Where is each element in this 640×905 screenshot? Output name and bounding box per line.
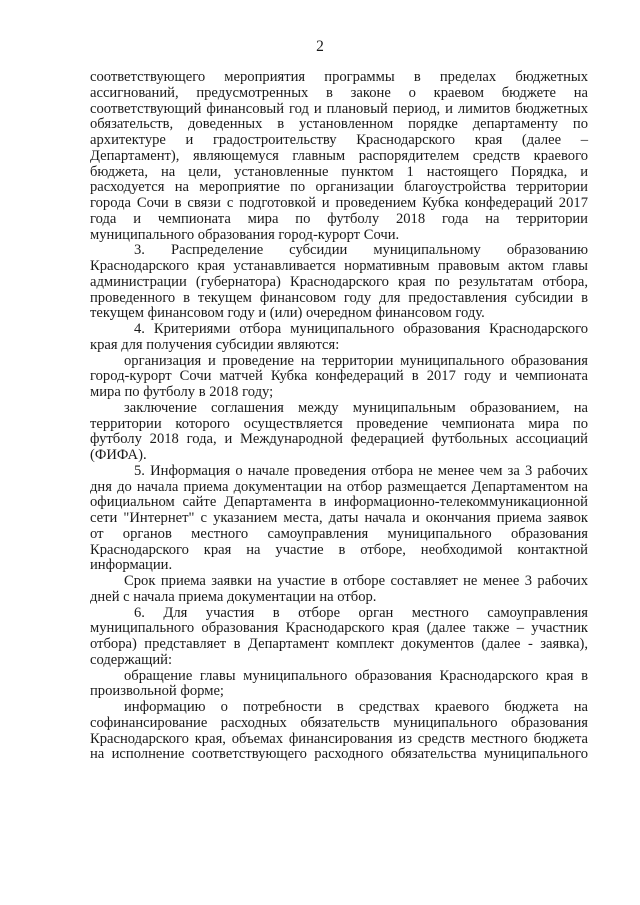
text-line: 5. Информация о начале проведения отбора не менее чем за 3 рабочих (134, 462, 588, 479)
text-line: проведенного в текущем финансовом году для предоставления субсидии в (90, 289, 588, 306)
text-line: расходуется на мероприятие по организации благоустройства территории (90, 179, 588, 196)
text-line: Краснодарского края, объемах финансирования из средств местного бюджета (90, 730, 588, 747)
text-line: информацию о потребности в средствах краевого бюджета на (124, 699, 588, 715)
text-line: дней с начала приема документации на отбор. (90, 588, 377, 605)
text-line: Департамент), являющемуся главным распорядителем средств краевого (90, 147, 588, 164)
text-line: город-курорт Сочи матчей Кубка конфедераций в 2017 году и чемпионата (90, 368, 588, 385)
text-line: информации. (90, 557, 173, 574)
text-line: бюджета, на цели, установленные пунктом 1 настоящего Порядка, и (90, 163, 588, 180)
text-line: соответствующий финансовый год и плановый период, и лимитов бюджетных (90, 100, 588, 117)
text-line: ассигнований, предусмотренных в законе о краевом бюджете на (90, 84, 588, 101)
text-line: соответствующего мероприятия программы в пределах бюджетных (90, 69, 588, 85)
text-line: территории которого осуществляется проведение чемпионата мира по (90, 415, 588, 432)
text-line: текущем финансовом году и (или) очередном финансовом году. (90, 305, 485, 322)
text-line: на исполнение соответствующего расходного обязательства муниципального (90, 746, 588, 763)
text-line: мира по футболу в 2018 году; (90, 384, 274, 400)
text-line: Краснодарского края устанавливается нормативным правовым актом главы (90, 258, 588, 274)
text-line: содержащий: (90, 651, 173, 668)
text-line: края для получения субсидии являются: (90, 336, 340, 353)
text-line: 3. Распределение субсидии муниципальному образованию (134, 242, 588, 259)
page-number: 2 (316, 38, 324, 55)
text-line: 6. Для участия в отборе орган местного самоуправления (134, 604, 588, 621)
text-line: сети "Интернет" с указанием места, даты начала и окончания приема заявок (90, 510, 588, 526)
text-line: обязательств, доведенных в установленном порядке департаменту по (90, 116, 588, 133)
text-line: администрации (губернатора) Краснодарского края по результатам отбора, (90, 273, 588, 290)
document-body (90, 70, 588, 763)
text-line: муниципального образования Краснодарского края (далее также – участник (90, 620, 588, 637)
text-line: дня до начала приема документации на отбор размещается Департаментом на (90, 478, 588, 495)
text-line: официальном сайте Департамента в информационно-телекоммуникационной (90, 494, 588, 511)
text-line: организация и проведение на территории муниципального образования (124, 352, 588, 369)
text-line: архитектуре и градостроительству Краснодарского края (далее – (90, 132, 588, 148)
text-line: произвольной форме; (90, 683, 224, 700)
text-line: заключение соглашения между муниципальным образованием, на (124, 399, 588, 416)
text-line: 4. Критериями отбора муниципального образования Краснодарского (134, 321, 588, 337)
text-line: Срок приема заявки на участие в отборе составляет не менее 3 рабочих (124, 573, 588, 589)
text-line: (ФИФА). (90, 447, 147, 463)
text-line: футболу 2018 года, и Международной федерацией футбольных ассоциаций (90, 431, 588, 448)
text-line: от органов местного самоуправления муниципального образования (90, 525, 588, 542)
text-line: Краснодарского края на участие в отборе, необходимой контактной (90, 541, 588, 558)
text-line: города Сочи в связи с подготовкой и проведением Кубка конфедераций 2017 (90, 195, 588, 211)
text-line: муниципального образования город-курорт Сочи. (90, 226, 400, 243)
text-line: отбора) представляет в Департамент комплект документов (далее - заявка), (90, 636, 588, 652)
text-line: обращение главы муниципального образования Краснодарского края в (124, 667, 588, 684)
text-line: года и чемпионата мира по футболу 2018 года на территории (90, 210, 588, 227)
text-line: софинансирование расходных обязательств муниципального образования (90, 714, 588, 731)
